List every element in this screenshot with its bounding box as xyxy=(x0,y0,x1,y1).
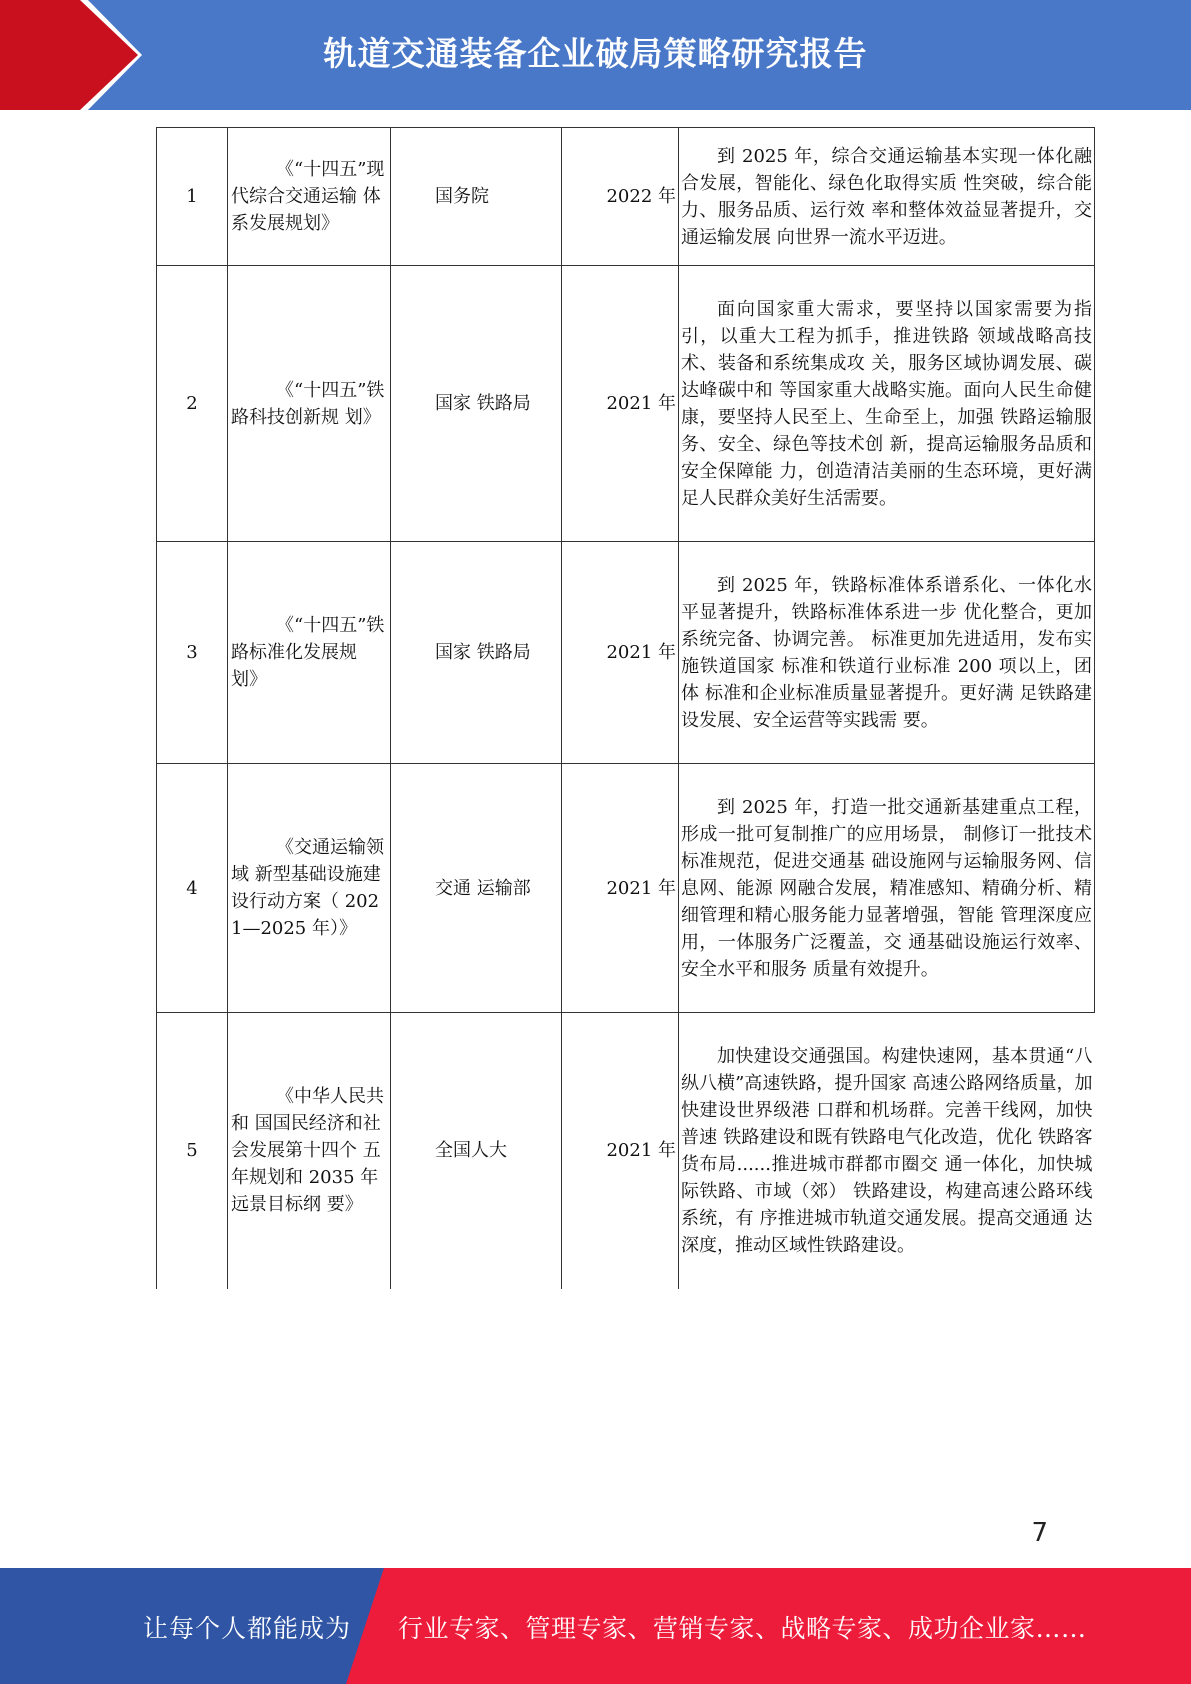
policy-content-cell xyxy=(679,266,1095,542)
policy-name: 《“十四五”铁 路标准化发展规 划》 xyxy=(231,615,385,690)
table-row xyxy=(157,128,1095,266)
policy-content: 到 2025 年，综合交通运输基本实现一体化融合发展，智能化、绿色化取得实质 性突破，综合能力、服务品质、运行效 率和整体效益显著提升，交通运输发展 向世界一流水平迈进。 xyxy=(681,145,1092,248)
policy-name-cell xyxy=(228,542,391,764)
row-number-cell xyxy=(157,128,228,266)
page-header xyxy=(0,0,1191,110)
issue-year: 2021 年 xyxy=(606,877,676,899)
row-number: 4 xyxy=(186,877,198,899)
issue-year-cell xyxy=(562,1013,679,1289)
issuing-body-cell xyxy=(391,266,562,542)
footer-slogan-left: 让每个人都能成为 xyxy=(143,1614,352,1643)
page-number: 7 xyxy=(1031,1518,1048,1548)
issue-year-cell xyxy=(562,542,679,764)
policy-name: 《交通运输领域 新型基础设施建 设行动方案（ 2021—2025 年）》 xyxy=(231,837,384,939)
policy-content-cell xyxy=(679,128,1095,266)
issuing-body-cell xyxy=(391,764,562,1013)
policy-name-cell xyxy=(228,266,391,542)
policy-name-cell xyxy=(228,128,391,266)
policy-content: 到 2025 年，铁路标准体系谱系化、一体化水平显著提升，铁路标准体系进一步 优化整合，更加系统完备、协调完善。 标准更加先进适用，发布实施铁道国家 标准和铁道行业标准 200 项以上，团体 标准和企业标准质量显著提升。更好满 足铁路建设发展、安全运营等实践需 要。 xyxy=(681,574,1092,731)
issue-year: 2021 年 xyxy=(606,642,676,663)
policy-name-cell xyxy=(228,764,391,1013)
row-number: 5 xyxy=(186,1140,198,1162)
policy-content: 到 2025 年，打造一批交通新基建重点工程，形成一批可复制推广的应用场景， 制修订一批技术标准规范，促进交通基 础设施网与运输服务网、信息网、能源 网融合发展，精准感知、精确分析、精 细管理和精心服务能力显著增强，智能 管理深度应用，一体服务广泛覆盖，交 通基础设施运行效率、安全水平和服务 质量有效提升。 xyxy=(681,796,1092,980)
issuing-body-cell xyxy=(391,542,562,764)
issuing-body: 全国人大 xyxy=(435,1140,507,1162)
row-number-cell xyxy=(157,764,228,1013)
issue-year: 2021 年 xyxy=(606,393,676,414)
row-number: 2 xyxy=(186,393,198,414)
table-row xyxy=(157,266,1095,542)
table-row xyxy=(157,764,1095,1013)
row-number-cell xyxy=(157,1013,228,1289)
policy-name: 《中华人民共和 国国民经济和社 会发展第十四个 五年规划和 2035 年远景目标纲 要》 xyxy=(231,1086,384,1216)
issue-year-cell xyxy=(562,764,679,1013)
policy-name: 《“十四五”铁 路科技创新规 划》 xyxy=(231,379,385,428)
row-number: 1 xyxy=(186,186,198,207)
issue-year: 2021 年 xyxy=(606,1140,676,1162)
footer-slogan-right: 行业专家、管理专家、营销专家、战略专家、成功企业家…… xyxy=(398,1614,1087,1643)
policy-table xyxy=(156,127,1095,1289)
report-title: 轨道交通装备企业破局策略研究报告 xyxy=(323,34,868,73)
table-row xyxy=(157,1013,1095,1289)
issuing-body: 国家 铁路局 xyxy=(435,642,531,663)
policy-content-cell xyxy=(679,764,1095,1013)
policy-content-cell xyxy=(679,1013,1095,1289)
issuing-body: 国家 铁路局 xyxy=(435,393,531,414)
page-footer xyxy=(0,1568,1191,1684)
row-number: 3 xyxy=(186,642,198,663)
issue-year: 2022 年 xyxy=(606,186,676,207)
issuing-body-cell xyxy=(391,128,562,266)
issuing-body-cell xyxy=(391,1013,562,1289)
issue-year-cell xyxy=(562,266,679,542)
policy-content: 加快建设交通强国。构建快速网，基本贯通“八纵八横”高速铁路，提升国家 高速公路网络质量，加快建设世界级港 口群和机场群。完善干线网，加快普速 铁路建设和既有铁路电气化改造，优化 铁路客货布局......推进城市群都市圈交 通一体化，加快城际铁路、市域（郊） 铁路建设，构建高速公路环线系统，有 序推进城市轨道交通发展。提高交通通 达深度，推动区域性铁路建设。 xyxy=(681,1045,1093,1256)
issuing-body: 国务院 xyxy=(435,186,489,207)
issue-year-cell xyxy=(562,128,679,266)
table-row xyxy=(157,542,1095,764)
row-number-cell xyxy=(157,542,228,764)
issuing-body: 交通 运输部 xyxy=(435,877,531,899)
policy-content: 面向国家重大需求，要坚持以国家需要为指引，以重大工程为抓手，推进铁路 领域战略高技术、装备和系统集成攻 关，服务区域协调发展、碳达峰碳中和 等国家重大战略实施。面向人民生命健 康，要坚持人民至上、生命至上，加强 铁路运输服务、安全、绿色等技术创 新，提高运输服务品质和安全保障能 力，创造清洁美丽的生态环境，更好满 足人民群众美好生活需要。 xyxy=(681,298,1092,509)
row-number-cell xyxy=(157,266,228,542)
policy-name-cell xyxy=(228,1013,391,1289)
policy-name: 《“十四五”现 代综合交通运输 体系发展规划》 xyxy=(231,159,385,234)
policy-content-cell xyxy=(679,542,1095,764)
